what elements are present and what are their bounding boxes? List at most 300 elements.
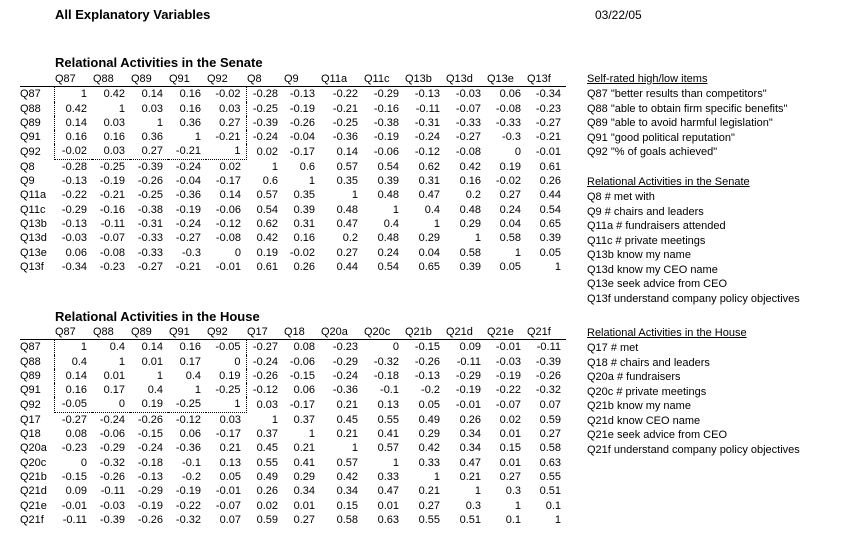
correlation-cell: -0.24 bbox=[137, 442, 163, 455]
correlation-cell: -0.39 bbox=[137, 160, 163, 173]
legend-heading: Self-rated high/low items bbox=[587, 73, 708, 85]
correlation-cell: 0.06 bbox=[179, 428, 201, 441]
correlation-cell: 0 bbox=[234, 246, 241, 259]
correlation-cell: -0.27 bbox=[535, 116, 561, 129]
correlation-cell: 0.13 bbox=[377, 398, 399, 411]
correlation-cell: 0.54 bbox=[377, 260, 399, 273]
correlation-cell: -0.04 bbox=[289, 131, 315, 144]
row-header: Q89 bbox=[20, 369, 41, 382]
correlation-cell: -0.39 bbox=[252, 116, 278, 129]
correlation-cell: 0.39 bbox=[293, 203, 315, 216]
legend-item: Q21e seek advice from CEO bbox=[587, 429, 728, 441]
correlation-cell: 0.49 bbox=[256, 470, 278, 483]
correlation-cell: 0.39 bbox=[377, 175, 399, 188]
correlation-cell: 0.27 bbox=[539, 428, 561, 441]
correlation-cell: 0.1 bbox=[545, 499, 561, 512]
correlation-cell: -0.29 bbox=[373, 88, 399, 101]
correlation-cell: 0.65 bbox=[418, 260, 440, 273]
column-header: Q89 bbox=[130, 72, 168, 87]
correlation-cell: -0.26 bbox=[252, 369, 278, 382]
row-header: Q9 bbox=[20, 175, 35, 188]
column-header: Q91 bbox=[168, 325, 206, 340]
correlation-cell: 0.34 bbox=[459, 428, 481, 441]
correlation-cell: -0.31 bbox=[414, 116, 440, 129]
column-header: Q8 bbox=[246, 72, 283, 87]
correlation-cell: -0.17 bbox=[215, 175, 241, 188]
correlation-cell: 0.48 bbox=[377, 232, 399, 245]
correlation-cell: -0.28 bbox=[252, 88, 278, 101]
correlation-cell: -0.34 bbox=[61, 260, 87, 273]
correlation-cell: -0.18 bbox=[137, 456, 163, 469]
column-header: Q13f bbox=[526, 72, 566, 87]
legend-heading: Relational Activities in the House bbox=[587, 327, 747, 339]
correlation-cell: 0.54 bbox=[256, 203, 278, 216]
correlation-cell: 1 bbox=[474, 232, 481, 245]
correlation-cell: 0.62 bbox=[418, 160, 440, 173]
correlation-cell: -0.27 bbox=[137, 260, 163, 273]
correlation-cell: 0.21 bbox=[418, 485, 440, 498]
correlation-cell: -0.11 bbox=[536, 341, 561, 354]
correlation-cell: -0.06 bbox=[373, 145, 399, 158]
correlation-cell: -0.01 bbox=[455, 398, 481, 411]
correlation-cell: 1 bbox=[433, 470, 440, 483]
correlation-cell: 0.45 bbox=[256, 442, 278, 455]
legend-heading: Relational Activities in the Senate bbox=[587, 176, 750, 188]
correlation-cell: 0.26 bbox=[539, 175, 561, 188]
correlation-cell: -0.27 bbox=[61, 413, 87, 426]
correlation-cell: -0.27 bbox=[455, 131, 481, 144]
table-row bbox=[20, 397, 566, 412]
correlation-cell: 1 bbox=[392, 456, 399, 469]
correlation-cell: 0.4 bbox=[383, 217, 399, 230]
row-header: Q20a bbox=[20, 442, 47, 455]
row-header: Q91 bbox=[20, 384, 41, 397]
correlation-cell: 0.2 bbox=[465, 189, 481, 202]
correlation-cell: 0.57 bbox=[336, 456, 358, 469]
correlation-cell: -0.11 bbox=[100, 217, 125, 230]
correlation-cell: 1 bbox=[271, 413, 278, 426]
correlation-cell: 0.58 bbox=[336, 513, 358, 526]
correlation-cell: 0 bbox=[92, 397, 130, 412]
column-header: Q88 bbox=[92, 325, 130, 340]
correlation-cell: 0.04 bbox=[499, 217, 521, 230]
correlation-cell: -0.19 bbox=[137, 499, 163, 512]
correlation-cell: -0.21 bbox=[332, 102, 358, 115]
correlation-cell: 0.26 bbox=[256, 485, 278, 498]
correlation-cell: 0.03 bbox=[206, 102, 246, 116]
correlation-cell: -0.38 bbox=[373, 116, 399, 129]
correlation-cell: 0.48 bbox=[377, 189, 399, 202]
correlation-cell: 0.06 bbox=[293, 384, 315, 397]
row-header: Q21d bbox=[20, 485, 47, 498]
correlation-cell: -0.22 bbox=[495, 384, 521, 397]
correlation-cell: 0.08 bbox=[65, 428, 87, 441]
correlation-cell: -0.02 bbox=[289, 246, 315, 259]
correlation-cell: 0.29 bbox=[418, 428, 440, 441]
row-header: Q91 bbox=[20, 131, 41, 144]
correlation-cell: 0.27 bbox=[499, 189, 521, 202]
correlation-cell: 0.27 bbox=[130, 144, 168, 159]
correlation-cell: -0.26 bbox=[137, 413, 163, 426]
correlation-cell: 0.19 bbox=[499, 160, 521, 173]
correlation-cell: 0 bbox=[206, 355, 246, 369]
self-rated-legend bbox=[587, 72, 787, 160]
correlation-cell: 0.57 bbox=[256, 189, 278, 202]
correlation-cell: -0.03 bbox=[495, 355, 521, 368]
correlation-cell: -0.21 bbox=[535, 131, 561, 144]
correlation-cell: 0.24 bbox=[499, 203, 521, 216]
column-header: Q21f bbox=[526, 325, 566, 340]
correlation-cell: -0.16 bbox=[373, 102, 399, 115]
correlation-cell: 0 bbox=[392, 341, 399, 354]
correlation-cell: 0.03 bbox=[219, 413, 241, 426]
house-legend bbox=[587, 326, 800, 457]
correlation-cell: 0.14 bbox=[141, 341, 163, 354]
table-row bbox=[20, 355, 566, 369]
correlation-cell: 1 bbox=[156, 369, 163, 382]
correlation-cell: 1 bbox=[433, 217, 440, 230]
correlation-cell: -0.24 bbox=[175, 160, 201, 173]
correlation-cell: -0.18 bbox=[373, 369, 399, 382]
correlation-cell: 0.6 bbox=[299, 160, 315, 173]
correlation-cell: -0.15 bbox=[137, 428, 163, 441]
correlation-cell: -0.29 bbox=[455, 369, 481, 382]
correlation-cell: -0.26 bbox=[289, 116, 315, 129]
correlation-cell: 0.44 bbox=[539, 189, 561, 202]
correlation-cell: 0.36 bbox=[179, 116, 201, 129]
correlation-cell: 1 bbox=[351, 189, 358, 202]
correlation-cell: 0.14 bbox=[54, 116, 92, 130]
table-row bbox=[20, 87, 566, 102]
correlation-cell: 0.16 bbox=[179, 102, 201, 115]
correlation-cell: 0.65 bbox=[539, 217, 561, 230]
correlation-cell: -0.07 bbox=[495, 398, 521, 411]
correlation-cell: 0.36 bbox=[141, 131, 163, 144]
correlation-cell: -0.16 bbox=[99, 203, 125, 216]
correlation-cell: 0.58 bbox=[459, 246, 481, 259]
table-row bbox=[20, 260, 566, 274]
column-header: Q20a bbox=[320, 325, 363, 340]
table-row bbox=[20, 174, 566, 188]
correlation-cell: -0.24 bbox=[332, 369, 358, 382]
legend-item: Q20c # private meetings bbox=[587, 385, 707, 398]
correlation-cell: 0.4 bbox=[109, 341, 125, 354]
correlation-cell: 0.34 bbox=[459, 442, 481, 455]
legend-item: Q13b know my name bbox=[587, 249, 691, 261]
column-header: Q18 bbox=[283, 325, 320, 340]
correlation-cell: 0.24 bbox=[377, 246, 399, 259]
correlation-cell: -0.19 bbox=[175, 203, 201, 216]
correlation-cell: 0.27 bbox=[418, 499, 440, 512]
legend-item: Q9 # chairs and leaders bbox=[587, 205, 704, 218]
correlation-cell: 0.39 bbox=[459, 260, 481, 273]
correlation-cell: 0.49 bbox=[418, 413, 440, 426]
correlation-cell: 0.19 bbox=[256, 246, 278, 259]
correlation-cell: -0.01 bbox=[495, 341, 521, 354]
correlation-cell: -0.39 bbox=[99, 513, 125, 526]
correlation-cell: 0.05 bbox=[219, 470, 241, 483]
column-header: Q9 bbox=[283, 72, 320, 87]
correlation-cell: 0.16 bbox=[459, 175, 481, 188]
correlation-cell: 0.29 bbox=[418, 232, 440, 245]
correlation-cell: 0.4 bbox=[424, 203, 440, 216]
correlation-cell: -0.21 bbox=[206, 130, 246, 144]
correlation-cell: -0.19 bbox=[99, 175, 125, 188]
correlation-cell: -0.29 bbox=[332, 355, 358, 368]
column-header: Q92 bbox=[206, 72, 246, 87]
correlation-cell: 1 bbox=[554, 260, 561, 273]
legend-item: Q13e seek advice from CEO bbox=[587, 278, 728, 290]
correlation-cell: -0.12 bbox=[414, 145, 440, 158]
row-header: Q87 bbox=[20, 88, 41, 101]
correlation-cell: -0.03 bbox=[455, 88, 481, 101]
column-header: Q13d bbox=[445, 72, 486, 87]
correlation-cell: 0 bbox=[514, 145, 521, 158]
correlation-cell: 0.14 bbox=[54, 369, 92, 383]
table-row bbox=[20, 340, 566, 355]
correlation-cell: -0.06 bbox=[215, 203, 241, 216]
header-row bbox=[20, 72, 566, 87]
correlation-cell: -0.32 bbox=[535, 384, 561, 397]
correlation-cell: -0.05 bbox=[54, 397, 92, 412]
legend-item: Q87 "better results than competitors" bbox=[587, 88, 767, 100]
correlation-cell: -0.32 bbox=[175, 513, 201, 526]
row-header: Q20c bbox=[20, 456, 47, 469]
correlation-cell: -0.33 bbox=[455, 116, 481, 129]
legend-item: Q11c # private meetings bbox=[587, 234, 706, 247]
correlation-cell: -0.02 bbox=[206, 87, 246, 102]
table-row bbox=[20, 159, 566, 174]
correlation-cell: -0.02 bbox=[495, 175, 521, 188]
correlation-cell: -0.15 bbox=[61, 470, 87, 483]
correlation-cell: -0.26 bbox=[137, 513, 163, 526]
correlation-cell: 0.21 bbox=[219, 442, 241, 455]
correlation-cell: -0.13 bbox=[289, 88, 315, 101]
column-header: Q21d bbox=[445, 325, 486, 340]
correlation-cell: 0.27 bbox=[336, 246, 358, 259]
correlation-cell: 0.15 bbox=[336, 499, 358, 512]
row-header: Q8 bbox=[20, 160, 35, 173]
correlation-cell: 0.6 bbox=[262, 175, 278, 188]
correlation-cell: -0.29 bbox=[137, 485, 163, 498]
correlation-cell: -0.26 bbox=[535, 369, 561, 382]
correlation-cell: 0.47 bbox=[377, 485, 399, 498]
column-header: Q21e bbox=[486, 325, 526, 340]
correlation-cell: -0.03 bbox=[61, 232, 87, 245]
correlation-cell: 0.29 bbox=[293, 470, 315, 483]
correlation-cell: 0.41 bbox=[377, 428, 399, 441]
column-header: Q20c bbox=[363, 325, 404, 340]
correlation-cell: -0.19 bbox=[175, 485, 201, 498]
correlation-cell: -0.36 bbox=[175, 442, 201, 455]
correlation-cell: -0.06 bbox=[99, 428, 125, 441]
correlation-cell: 0.51 bbox=[539, 485, 561, 498]
correlation-cell: 0.47 bbox=[459, 456, 481, 469]
legend-item: Q88 "able to obtain firm specific benefits" bbox=[587, 102, 788, 115]
correlation-cell: -0.21 bbox=[99, 189, 125, 202]
column-header: Q21b bbox=[404, 325, 445, 340]
correlation-cell: 0.16 bbox=[179, 88, 201, 101]
row-header: Q18 bbox=[20, 428, 41, 441]
correlation-cell: 0.63 bbox=[377, 513, 399, 526]
correlation-cell: 1 bbox=[308, 175, 315, 188]
correlation-cell: 0.33 bbox=[377, 470, 399, 483]
correlation-cell: -0.2 bbox=[421, 384, 440, 397]
correlation-cell: 0.54 bbox=[377, 160, 399, 173]
row-header: Q87 bbox=[20, 341, 41, 354]
senate-correlation-table bbox=[20, 72, 566, 274]
correlation-cell: 0.54 bbox=[539, 203, 561, 216]
correlation-cell: 1 bbox=[308, 428, 315, 441]
row-header: Q13d bbox=[20, 232, 47, 245]
correlation-cell: 0.42 bbox=[103, 88, 125, 101]
correlation-cell: 0.2 bbox=[342, 232, 358, 245]
correlation-cell: 0.21 bbox=[459, 470, 481, 483]
correlation-cell: 0.61 bbox=[256, 260, 278, 273]
correlation-cell: -0.33 bbox=[495, 116, 521, 129]
correlation-cell: 0.09 bbox=[459, 341, 481, 354]
row-header: Q21f bbox=[20, 513, 44, 526]
table-row bbox=[20, 246, 566, 260]
correlation-cell: -0.25 bbox=[137, 189, 163, 202]
column-header: Q13b bbox=[404, 72, 445, 87]
correlation-cell: -0.25 bbox=[168, 397, 206, 412]
column-header: Q11a bbox=[320, 72, 363, 87]
correlation-cell: 0.03 bbox=[256, 398, 278, 411]
correlation-cell: 0.58 bbox=[499, 232, 521, 245]
document-title: All Explanatory Variables bbox=[55, 7, 211, 22]
correlation-cell: 0.42 bbox=[256, 232, 278, 245]
correlation-cell: -0.26 bbox=[99, 470, 125, 483]
correlation-cell: -0.11 bbox=[456, 355, 481, 368]
correlation-cell: -0.22 bbox=[61, 189, 87, 202]
correlation-cell: 0.42 bbox=[459, 160, 481, 173]
table-row bbox=[20, 456, 566, 470]
correlation-cell: 0.17 bbox=[103, 384, 125, 397]
correlation-cell: -0.13 bbox=[137, 470, 163, 483]
correlation-cell: -0.1 bbox=[182, 456, 201, 469]
correlation-cell: 0.21 bbox=[336, 428, 358, 441]
correlation-cell: -0.24 bbox=[252, 131, 278, 144]
correlation-cell: 0.01 bbox=[499, 428, 521, 441]
correlation-cell: 0.16 bbox=[54, 383, 92, 397]
correlation-cell: 1 bbox=[514, 246, 521, 259]
column-header: Q91 bbox=[168, 72, 206, 87]
correlation-cell: -0.19 bbox=[373, 131, 399, 144]
correlation-cell: 0.63 bbox=[539, 456, 561, 469]
correlation-cell: 1 bbox=[54, 340, 92, 355]
legend-item: Q91 "good political reputation" bbox=[587, 131, 735, 144]
row-header: Q13b bbox=[20, 217, 47, 230]
table-row bbox=[20, 412, 566, 427]
correlation-cell: -0.34 bbox=[535, 88, 561, 101]
correlation-cell: -0.22 bbox=[332, 88, 358, 101]
correlation-cell: -0.01 bbox=[61, 499, 87, 512]
legend-item: Q20a # fundraisers bbox=[587, 371, 681, 383]
table-row bbox=[20, 231, 566, 245]
legend-item: Q21b know my name bbox=[587, 400, 691, 412]
correlation-cell: 0.29 bbox=[459, 217, 481, 230]
correlation-cell: -0.33 bbox=[137, 232, 163, 245]
correlation-cell: -0.23 bbox=[99, 260, 125, 273]
correlation-cell: -0.36 bbox=[332, 131, 358, 144]
legend-item: Q89 "able to avoid harmful legislation" bbox=[587, 117, 773, 129]
correlation-cell: -0.15 bbox=[289, 369, 315, 382]
table-row bbox=[20, 203, 566, 217]
correlation-cell: -0.07 bbox=[99, 232, 125, 245]
correlation-cell: -0.25 bbox=[99, 160, 125, 173]
correlation-cell: 0.06 bbox=[65, 246, 87, 259]
correlation-cell: -0.15 bbox=[414, 341, 440, 354]
correlation-cell: -0.13 bbox=[414, 88, 440, 101]
correlation-cell: -0.25 bbox=[206, 383, 246, 397]
correlation-cell: 0.45 bbox=[336, 413, 358, 426]
correlation-cell: 0.34 bbox=[336, 485, 358, 498]
correlation-cell: 0.02 bbox=[256, 145, 278, 158]
correlation-cell: -0.27 bbox=[252, 341, 278, 354]
correlation-cell: 0.03 bbox=[141, 102, 163, 115]
row-header: Q88 bbox=[20, 102, 41, 115]
correlation-cell: -0.01 bbox=[535, 145, 561, 158]
correlation-cell: -0.25 bbox=[332, 116, 358, 129]
row-header: Q92 bbox=[20, 398, 41, 411]
row-header: Q92 bbox=[20, 145, 41, 158]
correlation-cell: -0.12 bbox=[175, 413, 201, 426]
correlation-cell: -0.29 bbox=[99, 442, 125, 455]
table-row bbox=[20, 144, 566, 159]
correlation-cell: 0.4 bbox=[185, 369, 201, 382]
correlation-cell: -0.02 bbox=[54, 144, 92, 159]
correlation-cell: 0.05 bbox=[499, 260, 521, 273]
row-header: Q11c bbox=[20, 203, 46, 216]
correlation-cell: -0.33 bbox=[137, 246, 163, 259]
table-row bbox=[20, 130, 566, 144]
correlation-cell: -0.26 bbox=[137, 175, 163, 188]
correlation-cell: -0.24 bbox=[252, 355, 278, 368]
correlation-cell: -0.01 bbox=[215, 260, 241, 273]
correlation-cell: 0.15 bbox=[499, 442, 521, 455]
correlation-cell: -0.32 bbox=[373, 355, 399, 368]
correlation-cell: 0.16 bbox=[103, 131, 125, 144]
column-header: Q87 bbox=[54, 72, 92, 87]
correlation-cell: -0.08 bbox=[215, 232, 241, 245]
corner-cell bbox=[20, 325, 54, 340]
correlation-cell: -0.17 bbox=[289, 145, 315, 158]
correlation-cell: 0.02 bbox=[219, 160, 241, 173]
row-header: Q21b bbox=[20, 470, 47, 483]
correlation-cell: 0.31 bbox=[293, 217, 315, 230]
table-row bbox=[20, 383, 566, 397]
correlation-cell: 0.03 bbox=[92, 144, 130, 159]
correlation-cell: 0.1 bbox=[505, 513, 521, 526]
correlation-cell: 0.02 bbox=[256, 499, 278, 512]
correlation-cell: 1 bbox=[194, 384, 201, 397]
house-correlation-table bbox=[20, 325, 566, 527]
correlation-cell: 0.35 bbox=[336, 175, 358, 188]
table-row bbox=[20, 441, 566, 455]
correlation-cell: 0.07 bbox=[219, 513, 241, 526]
correlation-cell: -0.23 bbox=[61, 442, 87, 455]
corner-cell bbox=[20, 72, 54, 87]
correlation-cell: -0.04 bbox=[175, 175, 201, 188]
correlation-cell: 1 bbox=[271, 160, 278, 173]
correlation-cell: 0.55 bbox=[377, 413, 399, 426]
correlation-cell: -0.07 bbox=[215, 499, 241, 512]
correlation-cell: -0.08 bbox=[495, 102, 521, 115]
correlation-cell: 0.26 bbox=[293, 260, 315, 273]
correlation-cell: 0.4 bbox=[147, 384, 163, 397]
correlation-cell: -0.24 bbox=[99, 413, 125, 426]
